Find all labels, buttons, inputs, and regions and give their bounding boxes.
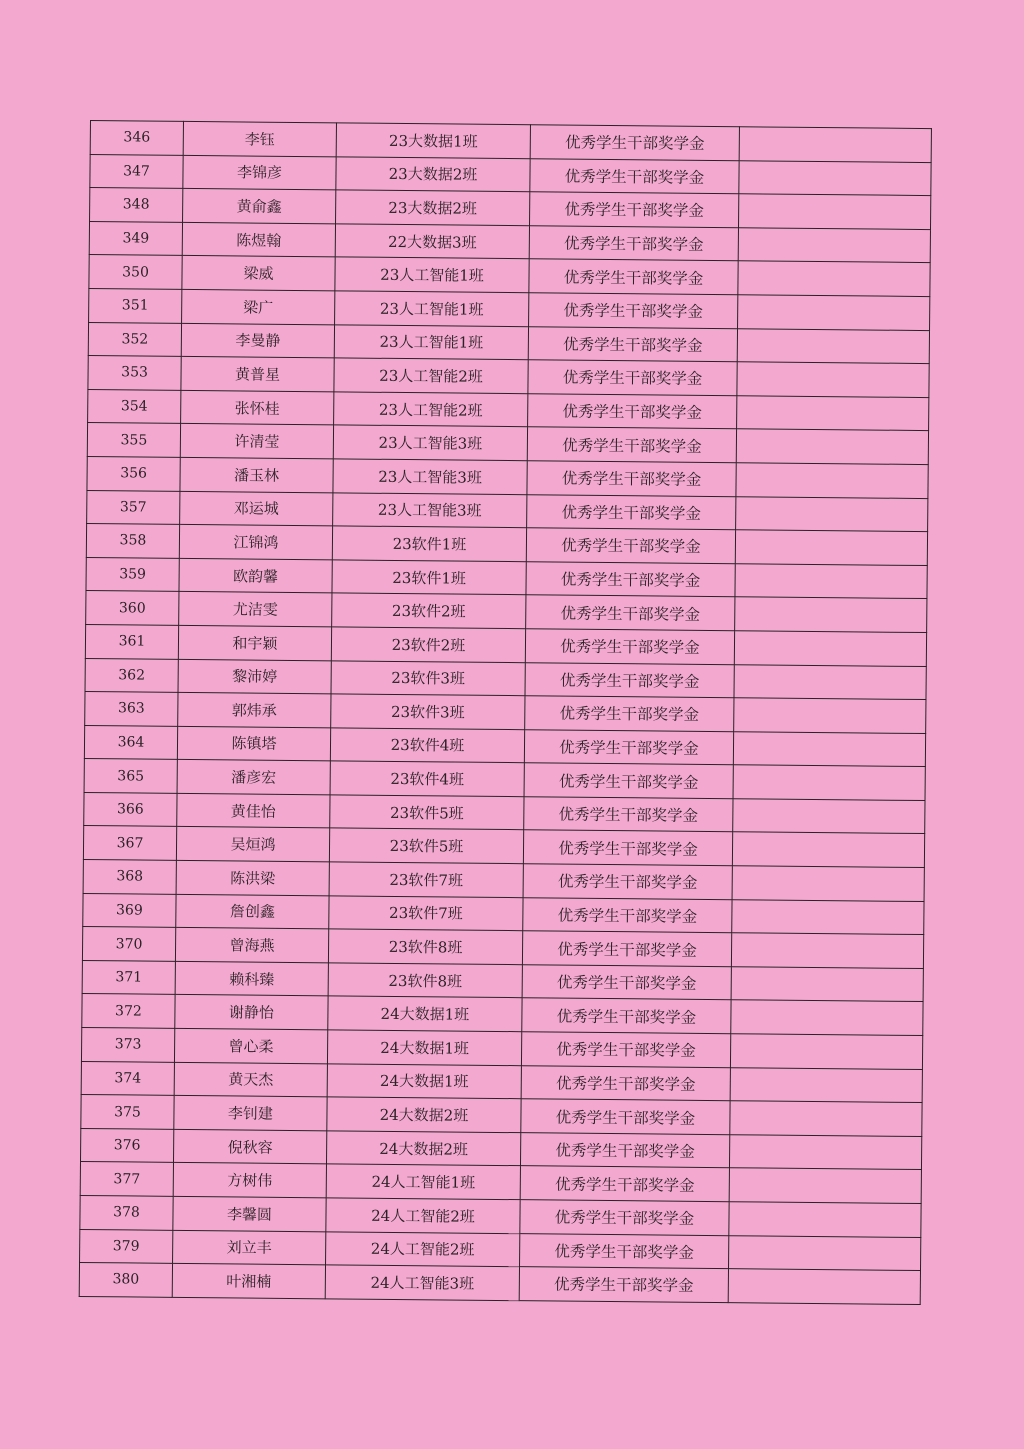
cell-number: 365 [84,759,177,793]
cell-number: 355 [87,423,180,457]
cell-student-name: 张怀桂 [181,390,334,425]
cell-student-name: 倪秋容 [173,1129,326,1164]
cell-note [732,899,924,934]
cell-note [729,1235,921,1270]
cell-note [737,328,929,363]
cell-number: 362 [85,658,178,692]
cell-award: 优秀学生干部奖学金 [525,629,734,665]
cell-award: 优秀学生干部奖学金 [521,1065,730,1101]
cell-award: 优秀学生干部奖学金 [524,729,733,765]
cell-class: 23软件3班 [331,660,525,695]
cell-award: 优秀学生干部奖学金 [523,864,732,900]
cell-note [734,698,926,733]
cell-note [736,496,928,531]
cell-number: 348 [90,188,183,222]
cell-award: 优秀学生干部奖学金 [523,897,732,933]
cell-student-name: 叶湘楠 [172,1264,325,1299]
cell-student-name: 黄佳怡 [177,793,330,828]
table-row [79,1263,920,1305]
cell-class: 24大数据1班 [327,1030,521,1065]
cell-class: 23人工智能3班 [333,459,527,494]
cell-class: 23大数据1班 [336,123,530,158]
cell-student-name: 李曼静 [181,323,334,358]
cell-student-name: 江锦鸿 [179,525,332,560]
cell-award: 优秀学生干部奖学金 [522,998,731,1034]
cell-student-name: 黎沛婷 [178,659,331,694]
cell-note [728,1269,920,1304]
cell-class: 23大数据2班 [336,190,530,225]
cell-student-name: 方树伟 [173,1163,326,1198]
cell-award: 优秀学生干部奖学金 [529,259,738,295]
cell-note [738,228,930,263]
cell-student-name: 李钰 [183,121,336,156]
cell-number: 367 [83,826,176,860]
cell-student-name: 潘玉林 [180,457,333,492]
table-body [79,121,931,1305]
cell-student-name: 谢静怡 [175,995,328,1030]
cell-class: 24大数据1班 [328,996,522,1031]
cell-number: 373 [81,1027,174,1061]
cell-note [737,362,929,397]
cell-class: 23人工智能2班 [334,392,528,427]
cell-class: 23软件3班 [331,694,525,729]
cell-number: 376 [80,1128,173,1162]
cell-number: 379 [80,1229,173,1263]
cell-class: 24人工智能2班 [326,1198,520,1233]
cell-award: 优秀学生干部奖学金 [525,696,734,732]
cell-note [738,261,930,296]
cell-note [731,933,923,968]
cell-award: 优秀学生干部奖学金 [522,931,731,967]
cell-student-name: 郭炜承 [178,692,331,727]
cell-award: 优秀学生干部奖学金 [530,125,739,161]
cell-note [734,664,926,699]
cell-award: 优秀学生干部奖学金 [529,293,738,329]
cell-class: 23人工智能2班 [334,358,528,393]
cell-class: 24人工智能2班 [326,1231,520,1266]
cell-number: 359 [86,557,179,591]
cell-note [729,1168,921,1203]
cell-note [733,765,925,800]
cell-number: 368 [83,860,176,894]
cell-note [732,832,924,867]
cell-number: 361 [85,624,178,658]
cell-number: 357 [87,490,180,524]
cell-student-name: 梁威 [182,256,335,291]
cell-note [735,597,927,632]
cell-award: 优秀学生干部奖学金 [524,763,733,799]
cell-award: 优秀学生干部奖学金 [530,158,739,194]
cell-award: 优秀学生干部奖学金 [526,595,735,631]
cell-student-name: 曾心柔 [174,1028,327,1063]
cell-student-name: 刘立丰 [173,1230,326,1265]
cell-student-name: 尤洁雯 [179,592,332,627]
cell-student-name: 詹创鑫 [176,894,329,929]
cell-note [733,799,925,834]
cell-number: 360 [86,591,179,625]
cell-number: 374 [81,1061,174,1095]
cell-number: 364 [84,725,177,759]
cell-number: 351 [89,288,182,322]
cell-award: 优秀学生干部奖学金 [526,528,735,564]
cell-class: 23软件5班 [330,795,524,830]
cell-award: 优秀学生干部奖学金 [520,1233,729,1269]
cell-class: 23软件8班 [328,963,522,998]
cell-number: 354 [88,389,181,423]
cell-student-name: 李锦彦 [183,155,336,190]
cell-class: 24人工智能3班 [325,1265,519,1300]
cell-student-name: 黄俞鑫 [183,189,336,224]
cell-note [729,1135,921,1170]
cell-note [736,463,928,498]
cell-class: 24大数据1班 [327,1063,521,1098]
cell-student-name: 吴烜鸿 [176,827,329,862]
cell-class: 24大数据2班 [326,1131,520,1166]
cell-class: 23软件7班 [329,895,523,930]
cell-class: 23软件2班 [331,627,525,662]
cell-class: 24大数据2班 [327,1097,521,1132]
cell-award: 优秀学生干部奖学金 [524,797,733,833]
cell-award: 优秀学生干部奖学金 [526,561,735,597]
cell-number: 380 [79,1263,172,1297]
scholarship-list-table [79,120,932,1305]
cell-note [734,631,926,666]
cell-class: 23人工智能3班 [333,492,527,527]
cell-note [737,395,929,430]
cell-student-name: 邓运城 [180,491,333,526]
cell-number: 366 [84,792,177,826]
cell-student-name: 黄天杰 [174,1062,327,1097]
cell-class: 23人工智能1班 [335,257,529,292]
cell-award: 优秀学生干部奖学金 [530,192,739,228]
cell-number: 346 [90,121,183,155]
cell-note [735,563,927,598]
cell-class: 23大数据2班 [336,156,530,191]
cell-note [739,127,931,162]
cell-class: 23软件7班 [329,862,523,897]
cell-award: 优秀学生干部奖学金 [527,461,736,497]
cell-student-name: 李馨圆 [173,1196,326,1231]
cell-class: 23软件4班 [330,761,524,796]
table-container [79,120,926,1305]
cell-note [738,295,930,330]
cell-number: 378 [80,1195,173,1229]
cell-class: 23人工智能1班 [335,291,529,326]
cell-note [730,1034,922,1069]
cell-number: 369 [83,893,176,927]
cell-note [733,731,925,766]
cell-number: 356 [87,456,180,490]
cell-note [735,530,927,565]
cell-class: 22大数据3班 [335,224,529,259]
cell-student-name: 欧韵馨 [179,558,332,593]
cell-note [729,1202,921,1237]
cell-award: 优秀学生干部奖学金 [520,1166,729,1202]
cell-class: 23软件2班 [332,593,526,628]
cell-number: 352 [88,322,181,356]
cell-student-name: 许清莹 [180,424,333,459]
cell-note [739,160,931,195]
cell-number: 363 [85,692,178,726]
cell-class: 23软件1班 [332,560,526,595]
cell-award: 优秀学生干部奖学金 [519,1267,728,1303]
cell-student-name: 陈镇塔 [177,726,330,761]
cell-note [731,967,923,1002]
cell-award: 优秀学生干部奖学金 [528,393,737,429]
cell-note [736,429,928,464]
cell-class: 23人工智能3班 [333,425,527,460]
cell-award: 优秀学生干部奖学金 [520,1132,729,1168]
cell-award: 优秀学生干部奖学金 [520,1200,729,1236]
cell-note [738,194,930,229]
cell-student-name: 和宇颖 [178,625,331,660]
cell-award: 优秀学生干部奖学金 [527,427,736,463]
cell-award: 优秀学生干部奖学金 [525,662,734,698]
cell-number: 347 [90,154,183,188]
cell-award: 优秀学生干部奖学金 [528,360,737,396]
cell-number: 349 [89,221,182,255]
cell-number: 350 [89,255,182,289]
cell-class: 23软件1班 [332,526,526,561]
cell-award: 优秀学生干部奖学金 [521,1032,730,1068]
cell-note [730,1101,922,1136]
cell-student-name: 陈洪梁 [176,860,329,895]
cell-number: 358 [86,524,179,558]
cell-class: 24人工智能1班 [326,1164,520,1199]
cell-number: 371 [82,960,175,994]
cell-award: 优秀学生干部奖学金 [523,830,732,866]
cell-number: 370 [82,927,175,961]
cell-student-name: 赖科臻 [175,961,328,996]
cell-number: 375 [81,1095,174,1129]
cell-number: 377 [80,1162,173,1196]
cell-award: 优秀学生干部奖学金 [528,326,737,362]
cell-student-name: 黄普星 [181,357,334,392]
cell-number: 353 [88,356,181,390]
cell-award: 优秀学生干部奖学金 [522,965,731,1001]
cell-student-name: 梁广 [182,289,335,324]
cell-number: 372 [82,994,175,1028]
cell-class: 23软件5班 [329,828,523,863]
cell-class: 23软件4班 [330,728,524,763]
cell-student-name: 潘彦宏 [177,760,330,795]
cell-note [730,1067,922,1102]
cell-student-name: 李钊建 [174,1096,327,1131]
cell-note [731,1000,923,1035]
cell-class: 23软件8班 [328,929,522,964]
cell-student-name: 陈煜翰 [182,222,335,257]
cell-class: 23人工智能1班 [334,324,528,359]
cell-student-name: 曾海燕 [175,928,328,963]
cell-award: 优秀学生干部奖学金 [527,494,736,530]
cell-note [732,866,924,901]
cell-award: 优秀学生干部奖学金 [529,226,738,262]
cell-award: 优秀学生干部奖学金 [521,1099,730,1135]
